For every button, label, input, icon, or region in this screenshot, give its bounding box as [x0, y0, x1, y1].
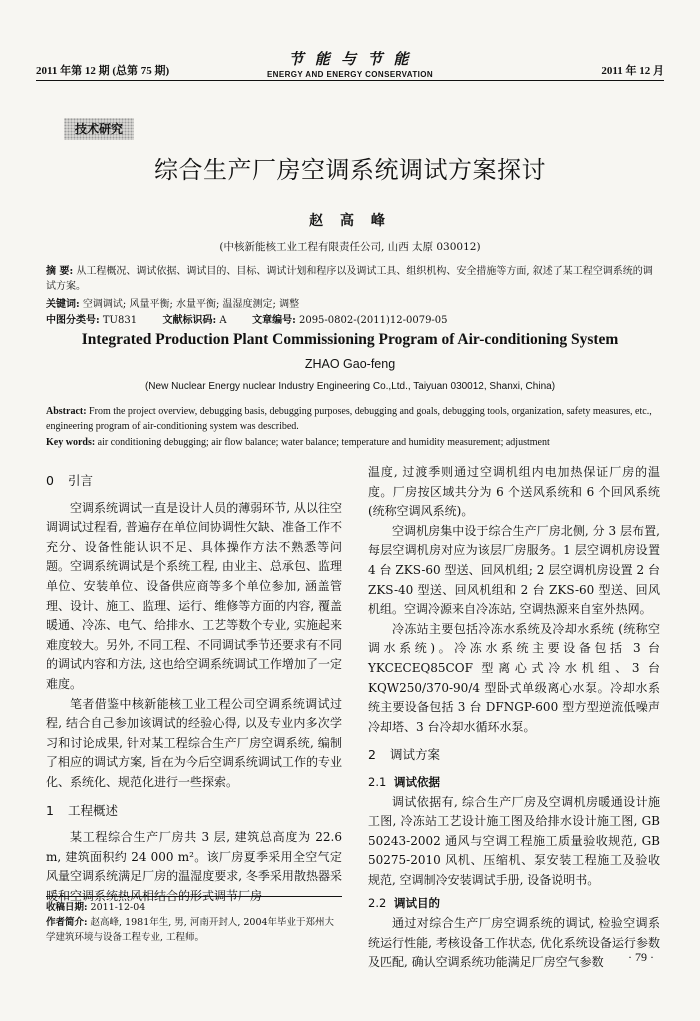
section-title: 工程概述 [68, 802, 119, 818]
subsection-heading [368, 773, 660, 793]
clc-value: TU831 [102, 315, 138, 326]
keywords-en-text: air conditioning debugging; air flow balance; water balance; temperature and humidity measurement; adjustment [97, 437, 550, 448]
keywords-en-label: Key words: [46, 437, 96, 448]
keywords-cn [46, 295, 658, 310]
received-label: 收稿日期: [46, 902, 88, 913]
body-column-left [46, 463, 342, 906]
article-title-en: Integrated Production Plant Commissioning Program of Air-conditioning System [81, 331, 619, 348]
paragraph: 空调机房集中设于综合生产厂房北侧, 分 3 层布置, 每层空调机房对应为该层厂房服务。1 层空调机房设置 4 台 ZKS-60 型送、回风机组; 2 层空调机房设置 2 台 ZKS-40 型送、回风机组和 2 台 ZKS-60 型送、回风机组。空调冷源来自冷冻站, 空调热源来自室外热网。 [368, 523, 660, 617]
subsection-number: 2.2 [368, 896, 387, 911]
journal-name-en: ENERGY AND ENERGY CONSERVATION [266, 70, 434, 79]
section-heading [368, 745, 660, 765]
keywords-cn-text: 空调调试; 风量平衡; 水量平衡; 温湿度测定; 调整 [82, 299, 300, 310]
journal-masthead [0, 48, 700, 79]
article-title: 综合生产厂房空调系统调试方案探讨 [154, 156, 546, 184]
received-date [46, 900, 342, 915]
section-title: 引言 [68, 473, 94, 488]
paragraph: 调试依据有, 综合生产厂房及空调机房暖通设计施工图, 冷冻站工艺设计施工图及给排水设计施工图, GB 50243-2002 通风与空调工程施工质量验收规范, GB 50275-2010 风机、压缩机、泵安装工程施工及验收规范, 空调制冷安装调试手册, 设备说明书。 [368, 794, 660, 887]
section-badge: 技术研究 [64, 118, 134, 140]
section-heading [46, 471, 342, 491]
received-value: 2011-12-04 [90, 902, 146, 913]
abstract-en [46, 404, 658, 434]
author-affiliation-en: (New Nuclear Energy nuclear Industry Engineering Co.,Ltd., Taiyuan 030012, Shanxi, China) [144, 381, 556, 392]
abstract-cn-label: 摘 要: [46, 266, 74, 277]
abstract-en-text: From the project overview, debugging basis, debugging purposes, debugging and goals, debugging tools, organization, safety measures, etc., engineering program of air-conditioning system was described. [46, 406, 652, 432]
clc-label: 中图分类号: [46, 315, 100, 326]
author-affiliation: (中核新能核工业工程有限责任公司, 山西 太原 030012) [219, 241, 481, 253]
subsection-title: 调试目的 [394, 896, 440, 911]
paragraph: 某工程综合生产厂房共 3 层, 建筑总高度为 22.6 m, 建筑面积约 24 000 m²。该厂房夏季采用全空气定风量空调系统满足厂房的温湿度要求, 冬季采用散热器采暖和空调系统热风相结合的形式调节厂房 [46, 830, 342, 903]
author-name-en: ZHAO Gao-feng [304, 357, 396, 371]
doc-code-label: 文献标识码: [162, 315, 217, 326]
paragraph: 通过对综合生产厂房空调系统的调试, 检验空调系统运行性能, 考核设备工作状态, 优化系统设备运行参数及匹配, 确认空调系统功能满足厂房空气参数 [368, 916, 660, 970]
section-title: 调试方案 [390, 747, 441, 763]
paragraph: 笔者借鉴中核新能核工业工程公司空调系统调试过程, 结合自己参加该调试的经验心得, 以及专业内多次学习和讨论成果, 针对某工程综合生产厂房空调系统, 编制了相应的调试方案, 旨在为今后空调系统调试工作的专业化、系统化、规范化进行一些探索。 [46, 696, 342, 789]
section-heading [46, 801, 342, 821]
subsection-heading [368, 894, 660, 914]
bio-label: 作者简介: [46, 917, 88, 928]
classification-line [46, 311, 658, 326]
subsection-number: 2.1 [368, 774, 387, 789]
keywords-en [46, 436, 658, 450]
abstract-cn [46, 264, 658, 294]
section-number: 1 [46, 802, 54, 818]
page-number: · 79 · [628, 950, 654, 964]
issue-date: 2011 年 12 月 [601, 65, 664, 77]
section-number: 0 [46, 473, 54, 488]
section-number: 2 [368, 747, 376, 763]
subsection-title: 调试依据 [394, 774, 440, 789]
author-bio [46, 915, 342, 945]
footnote-divider [46, 896, 342, 897]
keywords-cn-label: 关键词: [46, 299, 80, 310]
article-no-value: 2095-0802-(2011)12-0079-05 [298, 315, 448, 326]
issue-info: 2011 年第 12 期 (总第 75 期) [36, 65, 170, 77]
paragraph: 温度, 过渡季则通过空调机组内电加热保证厂房的温度。厂房按区域共分为 6 个送风系统和 6 个回风系统 (统称空调风系统)。 [368, 465, 660, 519]
body-column-right [368, 463, 660, 973]
doc-code-value: A [219, 315, 227, 326]
paragraph: 空调系统调试一直是设计人员的薄弱环节, 从以往空调调试过程看, 普遍存在单位间协调性欠缺、准备工作不充分、设备性能认识不足、具体操作方法不熟悉等问题。空调系统调试是个系统工程, 由业主、总承包、监理单位、安装单位、设备供应商等多个单位参加, 涵盖管理、设计、施工、监理、运行、维修等方面的内容, 覆盖暖通、冷冻、电气、给排水、工艺等数个专业, 实施起来难度较大。另外, 不同工程、不同调试季节还要求有不同的调试内容和方法, 这也给空调系统调试工作增加了一定难度。 [46, 500, 342, 691]
abstract-cn-text: 从工程概况、调试依据、调试目的、目标、调试计划和程序以及调试工具、组织机构、安全措施等方面, 叙述了某工程空调系统的调试方案。 [46, 266, 653, 292]
header-divider [36, 80, 664, 81]
author-name: 赵 高 峰 [309, 213, 391, 229]
bio-text: 赵高峰, 1981年生, 男, 河南开封人, 2004年毕业于郑州大学建筑环境与设备工程专业, 工程师。 [46, 917, 335, 943]
footnote [46, 900, 342, 945]
abstract-en-label: Abstract: [46, 406, 87, 417]
article-no-label: 文章编号: [252, 315, 296, 326]
paragraph: 冷冻站主要包括冷冻水系统及冷却水系统 (统称空调水系统)。冷冻水系统主要设备包括 3 台 YKCECEQ85COF 型离心式冷水机组、3 台 KQW250/370-90/4 型卧式单级离心水泵。冷却水系统主要设备包括 3 台 DFNGP-600 型方型逆流低噪声冷却塔、3 台冷却水循环水泵。 [368, 621, 660, 734]
journal-name-cn: 节 能 与 节 能 [288, 50, 412, 68]
